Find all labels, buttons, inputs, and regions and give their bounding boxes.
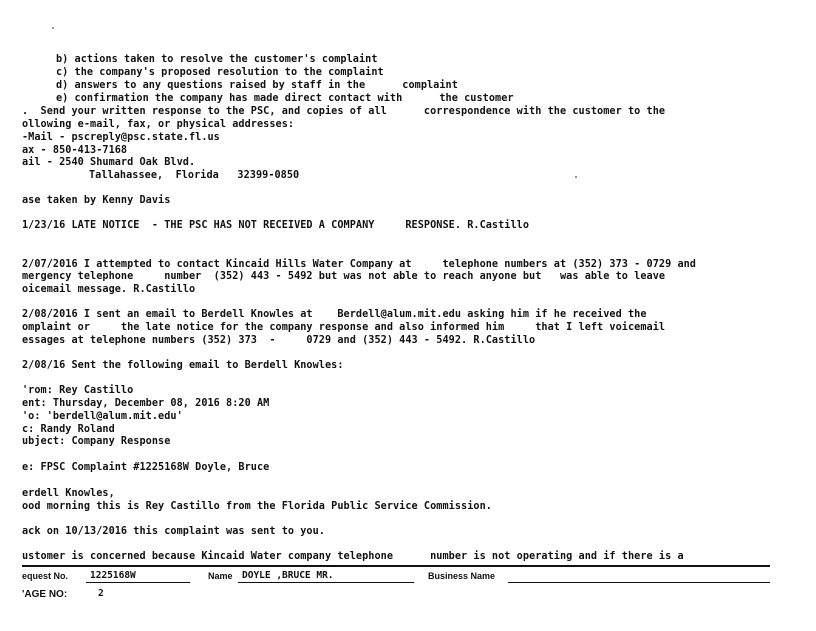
doc-line: oicemail message. R.Castillo [22,284,196,295]
doc-line: e) confirmation the company has made direct contact with the customer [56,93,514,104]
doc-line: ail - 2540 Shumard Oak Blvd. [22,157,196,168]
scan-speck [575,176,577,178]
request-number-label: equest No. [22,571,69,581]
doc-line: ent: Thursday, December 08, 2016 8:20 AM [22,398,270,409]
doc-line: ubject: Company Response [22,436,171,447]
footer-top-rule [22,565,770,567]
doc-line: b) actions taken to resolve the customer's complaint [56,54,378,65]
doc-line: omplaint or the late notice for the company response and also informed him that I left voicemail [22,322,666,333]
doc-line: c) the company's proposed resolution to the complaint [56,67,384,78]
doc-line: 1/23/16 LATE NOTICE - THE PSC HAS NOT RECEIVED A COMPANY RESPONSE. R.Castillo [22,220,530,231]
doc-line: Tallahassee, Florida 32399-0850 [89,170,300,181]
doc-line: 'rom: Rey Castillo [22,385,134,396]
name-value: DOYLE ,BRUCE MR. [242,570,334,581]
name-underline [238,582,414,583]
name-label: Name [208,571,233,581]
business-name-underline [508,582,770,583]
doc-line: 2/08/2016 I sent an email to Berdell Knowles at Berdell@alum.mit.edu asking him if he received the [22,309,647,320]
doc-line: 'o: 'berdell@alum.mit.edu' [22,411,183,422]
doc-line: . Send your written response to the PSC, and copies of all correspondence with the customer to the [22,106,666,117]
doc-line: ood morning this is Rey Castillo from the Florida Public Service Commission. [22,501,492,512]
doc-line: 2/07/2016 I attempted to contact Kincaid Hills Water Company at telephone numbers at (352) 373 - 0729 and [22,259,696,270]
doc-line: essages at telephone numbers (352) 373 - 0729 and (352) 443 - 5492. R.Castillo [22,335,536,346]
doc-line: ack on 10/13/2016 this complaint was sent to you. [22,526,325,537]
request-number-value: 1225168W [90,570,136,581]
doc-line: ollowing e-mail, fax, or physical addresses: [22,119,295,130]
doc-line: erdell Knowles, [22,488,115,499]
doc-line: ase taken by Kenny Davis [22,195,171,206]
doc-line: 2/08/16 Sent the following email to Berdell Knowles: [22,360,344,371]
business-name-label: Business Name [428,571,496,581]
doc-line: c: Randy Roland [22,424,115,435]
page-number-value: 2 [98,588,104,599]
scan-speck [52,27,54,29]
page-number-label: 'AGE NO: [22,589,68,600]
doc-line: -Mail - pscreply@psc.state.fl.us [22,132,220,143]
doc-line: ustomer is concerned because Kincaid Water company telephone number is not operating and if there is a [22,551,684,562]
request-number-underline [86,582,190,583]
doc-line: e: FPSC Complaint #1225168W Doyle, Bruce [22,462,270,473]
doc-line: mergency telephone number (352) 443 - 5492 but was not able to reach anyone but was able to leave [22,271,666,282]
doc-line: d) answers to any questions raised by staff in the complaint [56,80,458,91]
doc-line: ax - 850-413-7168 [22,145,128,156]
